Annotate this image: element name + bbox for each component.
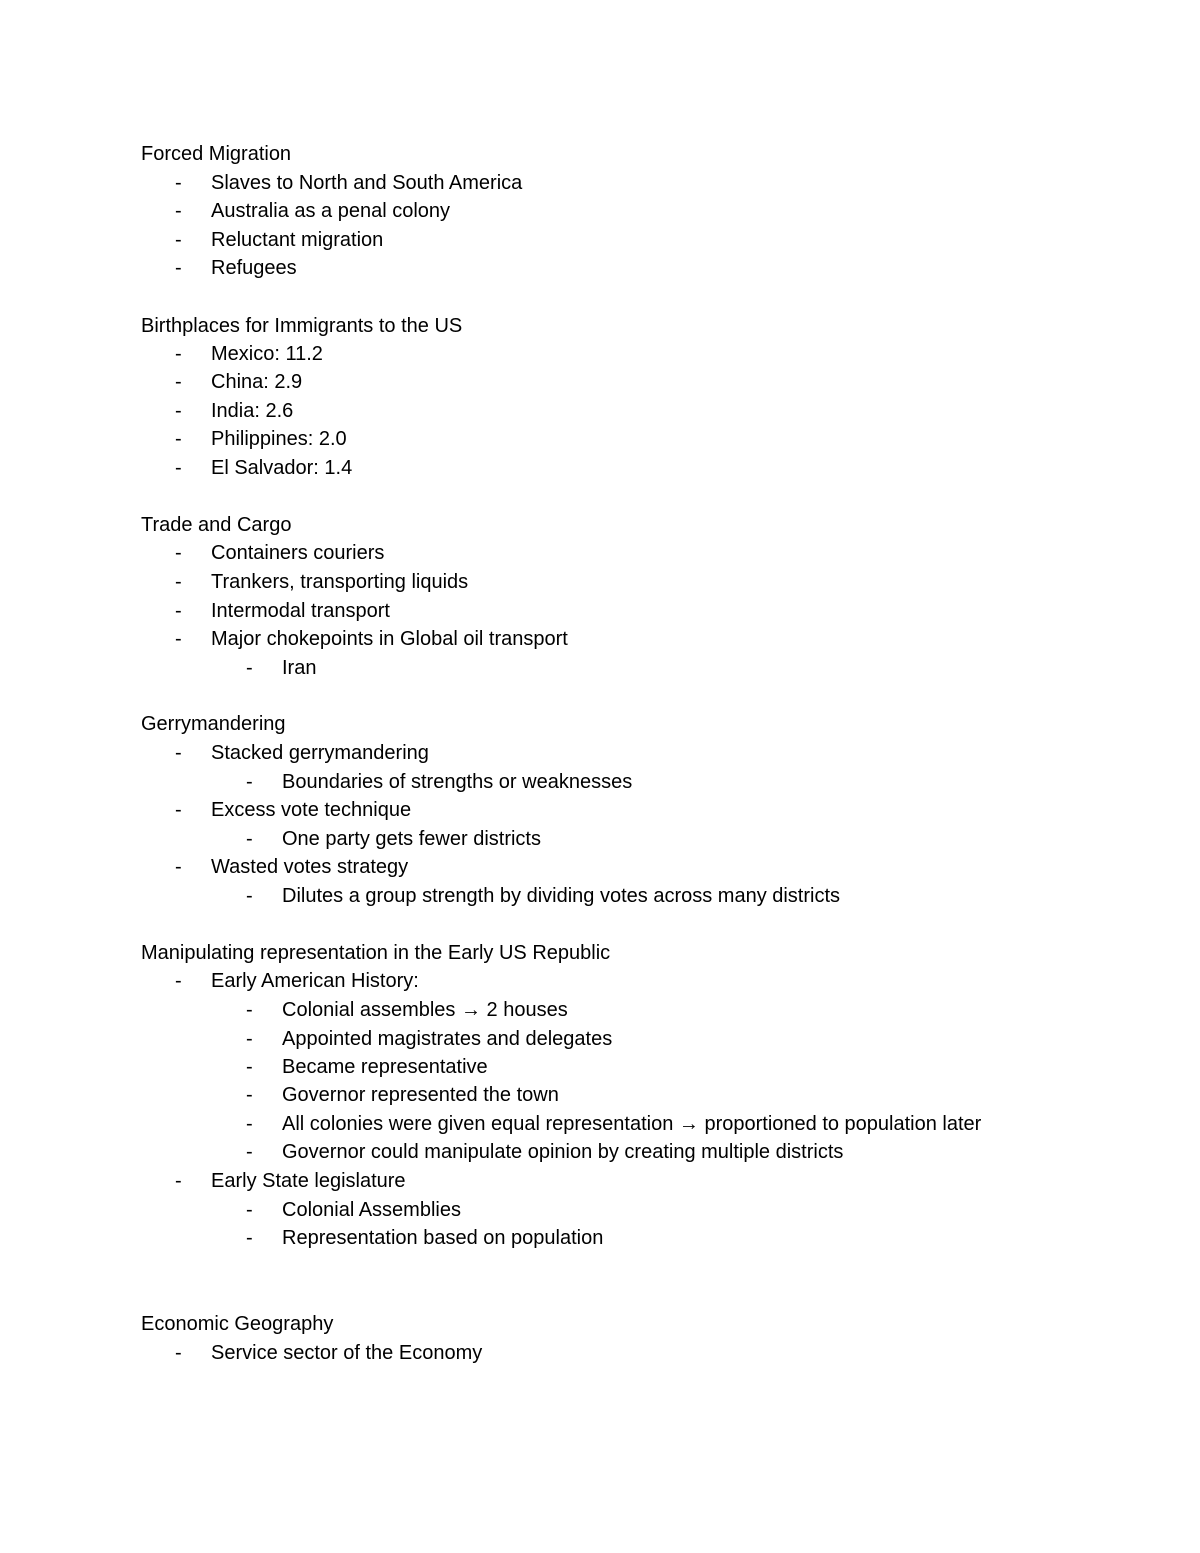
- bullet-dash: -: [246, 828, 253, 850]
- bullet-dash: -: [175, 457, 182, 479]
- bullet-dash: -: [175, 1342, 182, 1364]
- list-item: [0, 427, 1200, 451]
- list-item: [0, 228, 1200, 252]
- bullet-dash: -: [175, 343, 182, 365]
- list-item: [0, 171, 1200, 195]
- list-item: [0, 541, 1200, 565]
- list-item-text: Containers couriers: [211, 542, 385, 564]
- sub-list-item-text: One party gets fewer districts: [282, 828, 541, 850]
- bullet-dash: -: [246, 1084, 253, 1106]
- sub-list-item: [0, 884, 1200, 908]
- section-heading: Economic Geography: [141, 1313, 334, 1335]
- bullet-dash: -: [175, 542, 182, 564]
- bullet-dash: -: [175, 571, 182, 593]
- list-item-text: Australia as a penal colony: [211, 200, 451, 222]
- bullet-dash: -: [175, 628, 182, 650]
- bullet-dash: -: [175, 856, 182, 878]
- list-item: [0, 627, 1200, 651]
- list-item: [0, 599, 1200, 623]
- sub-list-item-text: Governor represented the town: [282, 1084, 559, 1106]
- section-heading: Gerrymandering: [141, 713, 286, 735]
- section-heading: Manipulating representation in the Early US Republic: [141, 942, 611, 964]
- bullet-dash: -: [175, 229, 182, 251]
- sub-list-item-text: Became representative: [282, 1056, 488, 1078]
- list-item-text: Intermodal transport: [211, 600, 390, 622]
- list-item: [0, 570, 1200, 594]
- bullet-dash: -: [246, 1028, 253, 1050]
- bullet-dash: -: [175, 257, 182, 279]
- sub-list-item-text: Boundaries of strengths or weaknesses: [282, 771, 633, 793]
- sub-list-item: [0, 1083, 1200, 1107]
- sub-list-item-text: Iran: [282, 657, 317, 679]
- list-item-text: Philippines: 2.0: [211, 428, 347, 450]
- section-heading: Forced Migration: [141, 143, 292, 165]
- list-item-text: Trankers, transporting liquids: [211, 571, 469, 593]
- sub-list-item-text: Colonial Assemblies: [282, 1199, 461, 1221]
- bullet-dash: -: [246, 885, 253, 907]
- bullet-dash: -: [246, 1227, 253, 1249]
- sub-list-item-text: Dilutes a group strength by dividing votes across many districts: [282, 885, 841, 907]
- bullet-dash: -: [246, 771, 253, 793]
- sub-list-item-text: Colonial assembles → 2 houses: [282, 999, 568, 1021]
- bullet-dash: -: [246, 1056, 253, 1078]
- bullet-dash: -: [246, 657, 253, 679]
- bullet-dash: -: [175, 970, 182, 992]
- list-item-text: Stacked gerrymandering: [211, 742, 429, 764]
- list-item-text: Major chokepoints in Global oil transport: [211, 628, 568, 650]
- list-item-text: Early American History:: [211, 970, 419, 992]
- sub-list-item: [0, 1055, 1200, 1079]
- sub-list-item-text: Representation based on population: [282, 1227, 604, 1249]
- sub-list-item: [0, 1140, 1200, 1164]
- list-item-text: China: 2.9: [211, 371, 303, 393]
- list-item-text: India: 2.6: [211, 400, 294, 422]
- sub-list-item: [0, 1112, 1200, 1136]
- list-item: [0, 256, 1200, 280]
- bullet-dash: -: [246, 1199, 253, 1221]
- bullet-dash: -: [246, 1141, 253, 1163]
- list-item: [0, 199, 1200, 223]
- bullet-dash: -: [175, 600, 182, 622]
- bullet-dash: -: [175, 200, 182, 222]
- sub-list-item-text: All colonies were given equal representation → proportioned to population later: [282, 1113, 982, 1135]
- list-item-text: Mexico: 11.2: [211, 343, 323, 365]
- sub-list-item: [0, 827, 1200, 851]
- sub-list-item: [0, 656, 1200, 680]
- list-item: [0, 1169, 1200, 1193]
- list-item: [0, 741, 1200, 765]
- section-heading: Trade and Cargo: [141, 514, 292, 536]
- list-item-text: Wasted votes strategy: [211, 856, 409, 878]
- bullet-dash: -: [175, 1170, 182, 1192]
- list-item-text: Reluctant migration: [211, 229, 384, 251]
- sub-list-item-text: Appointed magistrates and delegates: [282, 1028, 613, 1050]
- list-item-text: Excess vote technique: [211, 799, 412, 821]
- list-item-text: El Salvador: 1.4: [211, 457, 353, 479]
- bullet-dash: -: [175, 799, 182, 821]
- list-item-text: Service sector of the Economy: [211, 1342, 483, 1364]
- bullet-dash: -: [175, 172, 182, 194]
- sub-list-item-text: Governor could manipulate opinion by creating multiple districts: [282, 1141, 844, 1163]
- section-heading: Birthplaces for Immigrants to the US: [141, 315, 463, 337]
- list-item-text: Slaves to North and South America: [211, 172, 523, 194]
- list-item: [0, 969, 1200, 993]
- list-item: [0, 855, 1200, 879]
- bullet-dash: -: [246, 999, 253, 1021]
- list-item: [0, 342, 1200, 366]
- sub-list-item: [0, 998, 1200, 1022]
- sub-list-item: [0, 770, 1200, 794]
- list-item: [0, 399, 1200, 423]
- bullet-dash: -: [246, 1113, 253, 1135]
- list-item: [0, 456, 1200, 480]
- list-item: [0, 1341, 1200, 1365]
- list-item: [0, 370, 1200, 394]
- sub-list-item: [0, 1027, 1200, 1051]
- list-item: [0, 798, 1200, 822]
- bullet-dash: -: [175, 428, 182, 450]
- list-item-text: Early State legislature: [211, 1170, 406, 1192]
- sub-list-item: [0, 1226, 1200, 1250]
- list-item-text: Refugees: [211, 257, 297, 279]
- bullet-dash: -: [175, 371, 182, 393]
- bullet-dash: -: [175, 742, 182, 764]
- bullet-dash: -: [175, 400, 182, 422]
- sub-list-item: [0, 1198, 1200, 1222]
